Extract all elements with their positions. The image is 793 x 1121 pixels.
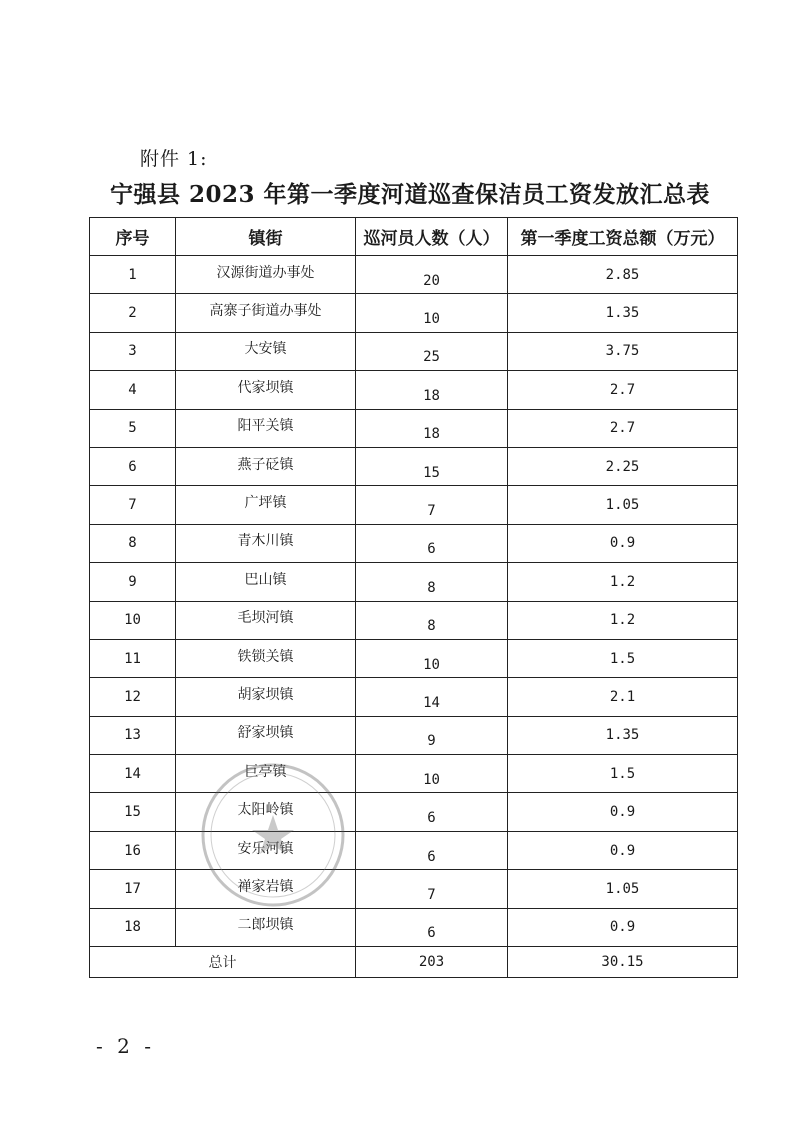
cell-no: 4 (90, 371, 176, 409)
cell-count: 18 (356, 371, 508, 409)
cell-town: 燕子砭镇 (176, 447, 356, 485)
cell-no: 7 (90, 486, 176, 524)
cell-town: 太阳岭镇 (176, 793, 356, 831)
cell-count: 6 (356, 831, 508, 869)
table-row (90, 716, 738, 754)
cell-total: 1.35 (508, 716, 738, 754)
cell-no: 9 (90, 563, 176, 601)
cell-town: 阳平关镇 (176, 409, 356, 447)
table-row (90, 563, 738, 601)
total-row (90, 947, 738, 978)
cell-total: 1.35 (508, 294, 738, 332)
cell-total: 1.5 (508, 639, 738, 677)
cell-total: 1.05 (508, 870, 738, 908)
table-row (90, 639, 738, 677)
table-row (90, 755, 738, 793)
cell-no: 15 (90, 793, 176, 831)
cell-total: 0.9 (508, 908, 738, 946)
cell-count: 8 (356, 601, 508, 639)
cell-town: 大安镇 (176, 332, 356, 370)
table-row (90, 447, 738, 485)
table-row (90, 371, 738, 409)
cell-count: 6 (356, 524, 508, 562)
table-row (90, 486, 738, 524)
cell-town: 舒家坝镇 (176, 716, 356, 754)
cell-total: 3.75 (508, 332, 738, 370)
cell-town: 代家坝镇 (176, 371, 356, 409)
cell-count: 9 (356, 716, 508, 754)
salary-summary-table (89, 217, 738, 978)
table-row (90, 793, 738, 831)
table-row (90, 908, 738, 946)
cell-no: 8 (90, 524, 176, 562)
cell-town: 巴山镇 (176, 563, 356, 601)
table-header (90, 218, 738, 256)
cell-town: 高寨子街道办事处 (176, 294, 356, 332)
cell-no: 14 (90, 755, 176, 793)
table-row (90, 332, 738, 370)
cell-no: 10 (90, 601, 176, 639)
cell-total: 1.05 (508, 486, 738, 524)
cell-no: 17 (90, 870, 176, 908)
cell-count: 20 (356, 256, 508, 294)
cell-count: 15 (356, 447, 508, 485)
cell-count: 10 (356, 639, 508, 677)
table-row (90, 409, 738, 447)
cell-total: 1.2 (508, 601, 738, 639)
cell-town: 毛坝河镇 (176, 601, 356, 639)
cell-no: 16 (90, 831, 176, 869)
cell-town: 青木川镇 (176, 524, 356, 562)
attachment-label: 附件 1: (140, 148, 208, 170)
cell-town: 禅家岩镇 (176, 870, 356, 908)
cell-count: 14 (356, 678, 508, 716)
cell-no: 3 (90, 332, 176, 370)
cell-total: 0.9 (508, 831, 738, 869)
cell-town: 安乐河镇 (176, 831, 356, 869)
cell-total: 2.25 (508, 447, 738, 485)
document-title: 宁强县 2023 年第一季度河道巡查保洁员工资发放汇总表 (109, 181, 711, 208)
header-no: 序号 (90, 218, 176, 256)
cell-no: 6 (90, 447, 176, 485)
cell-no: 11 (90, 639, 176, 677)
header-count: 巡河员人数（人） (356, 218, 508, 256)
cell-total: 1.2 (508, 563, 738, 601)
cell-town: 二郎坝镇 (176, 908, 356, 946)
table-row (90, 256, 738, 294)
cell-town: 胡家坝镇 (176, 678, 356, 716)
page-number: - 2 - (96, 1034, 155, 1058)
cell-no: 13 (90, 716, 176, 754)
cell-count: 6 (356, 908, 508, 946)
cell-count: 18 (356, 409, 508, 447)
table-row (90, 870, 738, 908)
cell-total: 2.7 (508, 371, 738, 409)
cell-count: 10 (356, 755, 508, 793)
table-body (90, 256, 738, 978)
cell-no: 5 (90, 409, 176, 447)
cell-total: 0.9 (508, 524, 738, 562)
cell-no: 12 (90, 678, 176, 716)
cell-count: 10 (356, 294, 508, 332)
table-row (90, 601, 738, 639)
total-count: 203 (356, 947, 508, 978)
cell-total: 0.9 (508, 793, 738, 831)
cell-count: 7 (356, 870, 508, 908)
table-row (90, 294, 738, 332)
cell-town: 巨亭镇 (176, 755, 356, 793)
header-town: 镇街 (176, 218, 356, 256)
table-row (90, 678, 738, 716)
table-row (90, 831, 738, 869)
cell-count: 8 (356, 563, 508, 601)
cell-total: 2.7 (508, 409, 738, 447)
cell-town: 汉源街道办事处 (176, 256, 356, 294)
cell-no: 1 (90, 256, 176, 294)
cell-count: 7 (356, 486, 508, 524)
total-label: 总计 (90, 947, 356, 978)
cell-total: 2.85 (508, 256, 738, 294)
cell-total: 2.1 (508, 678, 738, 716)
total-amount: 30.15 (508, 947, 738, 978)
cell-count: 6 (356, 793, 508, 831)
header-row (90, 218, 738, 256)
table-row (90, 524, 738, 562)
cell-no: 18 (90, 908, 176, 946)
cell-town: 广坪镇 (176, 486, 356, 524)
cell-total: 1.5 (508, 755, 738, 793)
cell-count: 25 (356, 332, 508, 370)
cell-no: 2 (90, 294, 176, 332)
cell-town: 铁锁关镇 (176, 639, 356, 677)
header-total: 第一季度工资总额（万元） (508, 218, 738, 256)
